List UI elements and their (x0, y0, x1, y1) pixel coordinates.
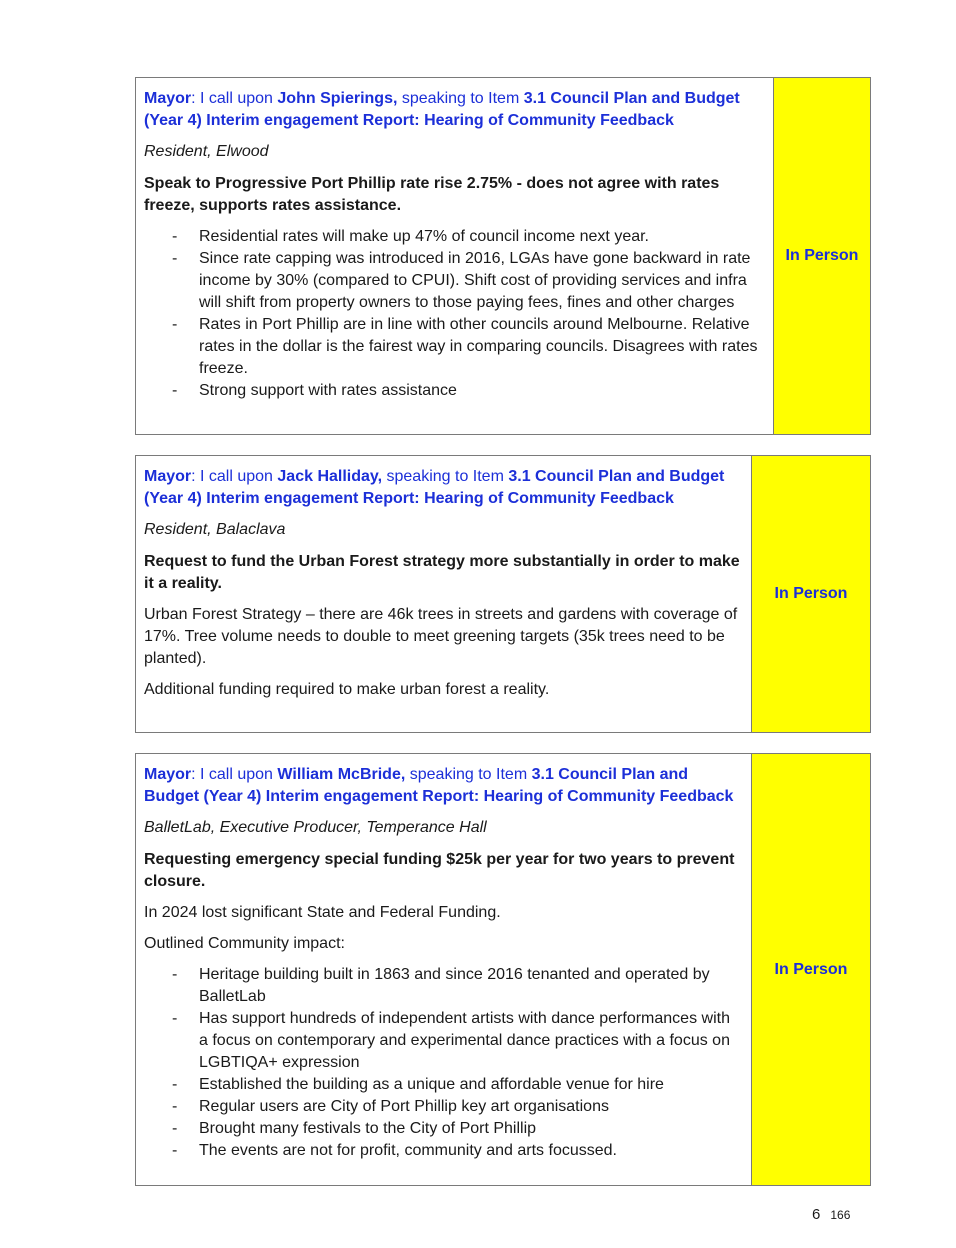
speaker-name: John Spierings, (277, 90, 398, 107)
list-item: - Heritage building built in 1863 and since 2016 tenanted and operated by BalletLab (144, 964, 743, 1008)
list-item: - Has support hundreds of independent artists with dance performances with a focus on contemporary and experimental dance practices with a focus on LGBTIQA+ expression (144, 1008, 743, 1074)
attendance-label: In Person (774, 960, 848, 978)
entry-heading: Mayor: I call upon William McBride, speaking to Item 3.1 Council Plan and Budget (Year 4) Interim engagement Report: Hearing of Community Feedback (144, 766, 734, 805)
list-item: - Established the building as a unique and affordable venue for hire (144, 1074, 743, 1096)
speaker-entry-2 (135, 455, 871, 733)
speaker-role: Resident, Elwood (144, 143, 269, 160)
attendance-cell (752, 456, 870, 732)
attendance-label: In Person (774, 585, 848, 602)
entry-content (136, 78, 774, 434)
total-page-number: 166 (830, 1208, 851, 1222)
attendance-label: In Person (785, 247, 859, 264)
speaker-name: William McBride, (277, 766, 406, 783)
paragraph: Outlined Community impact: (144, 935, 345, 952)
agenda-item: 3.1 Council Plan and Budget (Year 4) Interim engagement Report: Hearing of Community Feedback (144, 766, 734, 805)
mayor-label: Mayor (144, 766, 192, 783)
list-item: - Rates in Port Phillip are in line with other councils around Melbourne. Relative rates in the dollar is the fairest way in comparing councils. Disagrees with rates freeze. (144, 314, 765, 380)
agenda-item: 3.1 Council Plan and Budget (Year 4) Interim engagement Report: Hearing of Community Feedback (144, 468, 725, 507)
paragraph: Urban Forest Strategy – there are 46k trees in streets and gardens with coverage of 17%. Tree volume needs to double to meet greening targets (35k trees need to be planted). (144, 606, 738, 667)
speaker-name: Jack Halliday, (277, 468, 383, 485)
speaker-entry-1 (135, 77, 871, 435)
page-number: 6 (812, 1206, 821, 1223)
attendance-cell (752, 754, 870, 1185)
list-item: - Residential rates will make up 47% of council income next year. (144, 226, 765, 248)
submission-summary: Request to fund the Urban Forest strategy more substantially in order to make it a reality. (144, 553, 740, 592)
submission-summary: Speak to Progressive Port Phillip rate rise 2.75% - does not agree with rates freeze, supports rates assistance. (144, 175, 720, 214)
list-item: - The events are not for profit, community and arts focussed. (144, 1140, 743, 1162)
list-item: - Brought many festivals to the City of Port Phillip (144, 1118, 743, 1140)
mayor-label: Mayor (144, 468, 192, 485)
page-footer (812, 1206, 850, 1223)
bullet-list (144, 964, 743, 1162)
attendance-cell (774, 78, 870, 434)
speaker-role: BalletLab, Executive Producer, Temperance Hall (144, 819, 487, 836)
speaker-entry-3 (135, 753, 871, 1186)
agenda-item: 3.1 Council Plan and Budget (Year 4) Interim engagement Report: Hearing of Community Feedback (144, 90, 740, 129)
entry-heading: Mayor: I call upon Jack Halliday, speaking to Item 3.1 Council Plan and Budget (Year 4) Interim engagement Report: Hearing of Community Feedback (144, 468, 725, 507)
mayor-label: Mayor (144, 90, 192, 107)
bullet-list (144, 226, 765, 402)
entry-content (136, 456, 752, 732)
submission-summary: Requesting emergency special funding $25k per year for two years to prevent closure. (144, 851, 735, 890)
speaker-role: Resident, Balaclava (144, 521, 286, 538)
entry-heading: Mayor: I call upon John Spierings, speaking to Item 3.1 Council Plan and Budget (Year 4) Interim engagement Report: Hearing of Community Feedback (144, 90, 740, 129)
entry-content (136, 754, 752, 1185)
paragraph: In 2024 lost significant State and Federal Funding. (144, 904, 501, 921)
list-item: - Strong support with rates assistance (144, 380, 765, 402)
paragraph: Additional funding required to make urban forest a reality. (144, 681, 550, 698)
list-item: - Since rate capping was introduced in 2016, LGAs have gone backward in rate income by 30% (compared to CPUI). Shift cost of providing services and infra will shift from property owners to those paying fees, fines and other charges (144, 248, 765, 314)
list-item: - Regular users are City of Port Phillip key art organisations (144, 1096, 743, 1118)
